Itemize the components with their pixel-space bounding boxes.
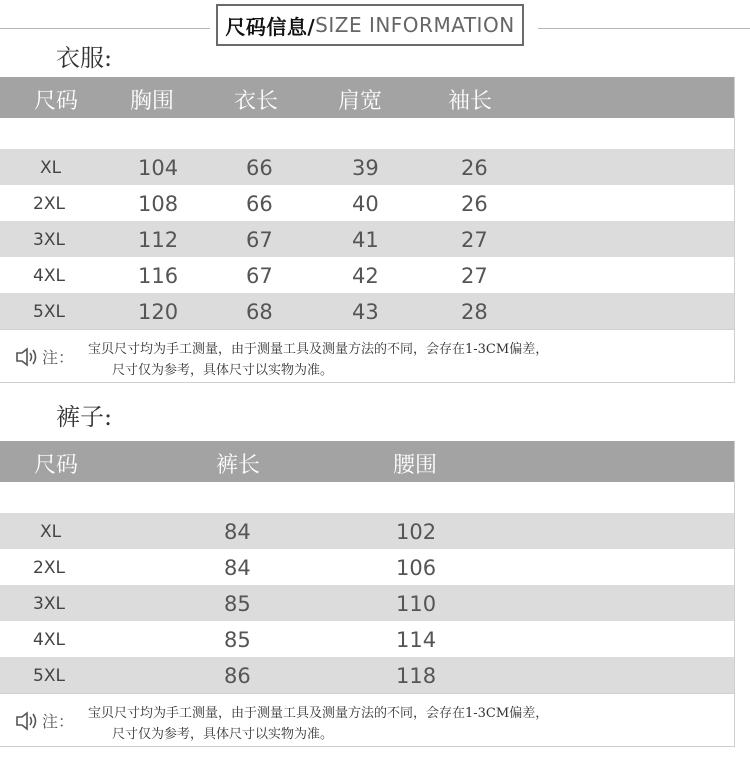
pants-length-cell: 86 <box>224 664 251 688</box>
size-cell: 5XL <box>33 666 65 686</box>
waist-cell: 118 <box>396 664 437 688</box>
chest-cell: 116 <box>138 264 179 288</box>
col-header-pants-length: 裤长 <box>216 453 261 478</box>
sleeve-cell: 27 <box>461 264 488 288</box>
size-cell: 4XL <box>33 630 65 650</box>
length-cell: 67 <box>246 264 273 288</box>
pants-length-cell: 85 <box>224 628 251 652</box>
shoulder-cell: 42 <box>352 264 379 288</box>
size-info-header <box>216 4 524 46</box>
speaker-icon <box>14 710 40 736</box>
size-cell: XL <box>40 522 62 542</box>
size-cell: 3XL <box>33 594 65 614</box>
table-row <box>0 585 734 621</box>
size-cell: 5XL <box>33 302 65 322</box>
table-row <box>0 257 734 293</box>
table-spacer <box>0 118 734 149</box>
sleeve-cell: 26 <box>461 192 488 216</box>
length-cell: 67 <box>246 228 273 252</box>
header-title-en: SIZE INFORMATION <box>315 13 515 37</box>
measurement-note <box>0 329 734 383</box>
length-cell: 68 <box>246 300 273 324</box>
col-header-shoulder: 肩宽 <box>338 89 383 114</box>
note-line-1: 宝贝尺寸均为手工测量，由于测量工具及测量方法的不同，会存在1-3CM偏差， <box>88 706 549 721</box>
pants-length-cell: 85 <box>224 592 251 616</box>
note-label: 注： <box>42 712 75 731</box>
note-line-2: 尺寸仅为参考，具体尺寸以实物为准。 <box>112 363 334 378</box>
measurement-note <box>0 693 734 747</box>
table-row <box>0 221 734 257</box>
size-cell: XL <box>40 158 62 178</box>
shoulder-cell: 39 <box>352 156 379 180</box>
clothes-section-title: 衣服: <box>56 44 113 72</box>
sleeve-cell: 28 <box>461 300 488 324</box>
waist-cell: 106 <box>396 556 437 580</box>
note-label: 注： <box>42 348 75 367</box>
waist-cell: 110 <box>396 592 437 616</box>
waist-cell: 102 <box>396 520 437 544</box>
sleeve-cell: 27 <box>461 228 488 252</box>
clothes-table-header <box>0 77 734 118</box>
pants-length-cell: 84 <box>224 520 251 544</box>
length-cell: 66 <box>246 192 273 216</box>
table-row <box>0 149 734 185</box>
col-header-size: 尺码 <box>34 89 79 114</box>
col-header-length: 衣长 <box>234 89 279 114</box>
header-rule-left <box>0 28 210 29</box>
shoulder-cell: 43 <box>352 300 379 324</box>
table-spacer <box>0 482 734 513</box>
size-cell: 4XL <box>33 266 65 286</box>
pants-size-table <box>0 441 735 747</box>
shoulder-cell: 40 <box>352 192 379 216</box>
size-cell: 3XL <box>33 230 65 250</box>
pants-table-header <box>0 441 734 482</box>
chest-cell: 120 <box>138 300 179 324</box>
length-cell: 66 <box>246 156 273 180</box>
size-cell: 2XL <box>33 194 65 214</box>
col-header-chest: 胸围 <box>130 89 175 114</box>
table-row <box>0 549 734 585</box>
pants-section-title: 裤子: <box>56 403 113 431</box>
table-row <box>0 513 734 549</box>
clothes-size-table <box>0 77 735 383</box>
chest-cell: 104 <box>138 156 179 180</box>
table-row <box>0 657 734 693</box>
table-row <box>0 621 734 657</box>
size-cell: 2XL <box>33 558 65 578</box>
note-line-2: 尺寸仅为参考，具体尺寸以实物为准。 <box>112 727 334 742</box>
header-rule-right <box>538 28 750 29</box>
table-row <box>0 185 734 221</box>
header-title-zh: 尺码信息/ <box>225 14 316 39</box>
waist-cell: 114 <box>396 628 437 652</box>
sleeve-cell: 26 <box>461 156 488 180</box>
speaker-icon <box>14 346 40 372</box>
note-line-1: 宝贝尺寸均为手工测量，由于测量工具及测量方法的不同，会存在1-3CM偏差， <box>88 342 549 357</box>
col-header-waist: 腰围 <box>393 453 438 478</box>
pants-length-cell: 84 <box>224 556 251 580</box>
col-header-size: 尺码 <box>34 453 79 478</box>
shoulder-cell: 41 <box>352 228 379 252</box>
col-header-sleeve: 袖长 <box>448 89 493 114</box>
chest-cell: 108 <box>138 192 179 216</box>
chest-cell: 112 <box>138 228 179 252</box>
table-row <box>0 293 734 329</box>
